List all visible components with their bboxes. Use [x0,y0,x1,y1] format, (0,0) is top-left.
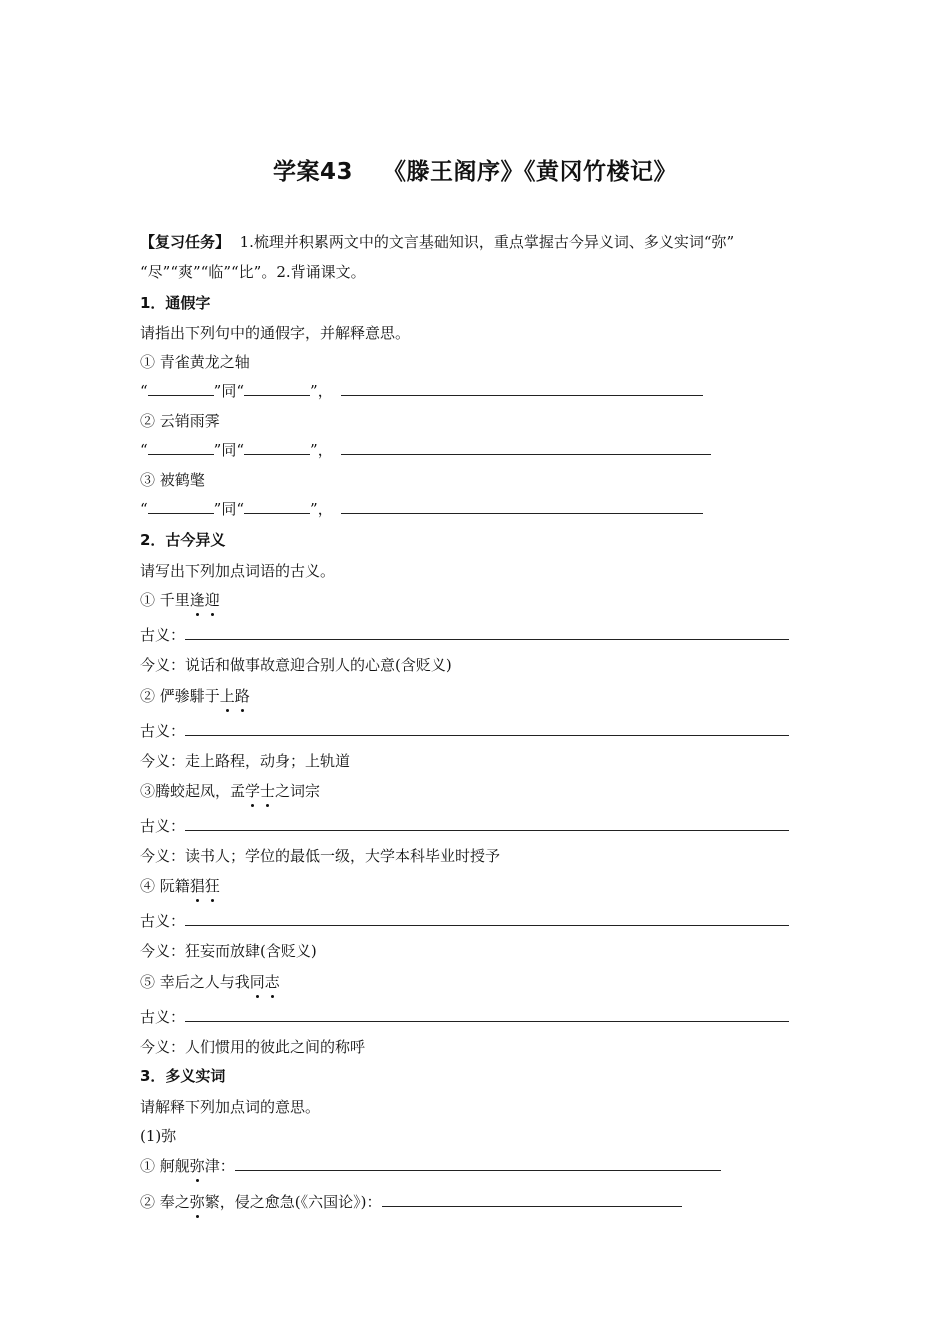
s1-orig-blank-2[interactable] [244,440,310,455]
dotted-char: 路 [234,687,250,705]
s3-answer-blank-1[interactable] [235,1156,721,1171]
review-task-text-1: 1.梳理并积累两文中的文言基础知识，重点掌握古今异义词、多义实词“弥” [239,233,735,251]
s2-item-1: ① 千里逢迎 [140,591,220,609]
s2-item-5: ⑤ 幸后之人与我同志 [140,973,280,991]
s3-answer-blank-2[interactable] [382,1192,682,1207]
s2-gu-row-1: 古义： [140,625,789,645]
s2-gu-blank-2[interactable] [185,721,789,736]
s2-jin-2: 今义：走上路程，动身；上轨道 [140,752,351,770]
s1-char-blank-1[interactable] [148,381,214,396]
s1-orig-blank-1[interactable] [244,381,310,396]
s2-jin-1: 今义：说话和做事故意迎合别人的心意(含贬义) [140,656,452,674]
s2-gu-blank-4[interactable] [185,911,789,926]
title-text-names: 《滕王阁序》《黄冈竹楼记》 [383,159,677,185]
s1-answer-row-3: “ ”同“ ”， [140,499,703,519]
s2-jin-5: 今义：人们惯用的彼此之间的称呼 [140,1038,366,1056]
dotted-char: 猖 [189,877,205,895]
s3-item-1: ① 舸舰弥津： [140,1156,721,1176]
s2-item-3: ③腾蛟起凤，孟学士之词宗 [140,782,321,800]
section-2-instruction: 请写出下列加点词语的古义。 [140,562,336,580]
section-3-instruction: 请解释下列加点词的意思。 [140,1098,321,1116]
dotted-char: 弥 [189,1193,205,1211]
section-2-heading: 2．古今异义 [140,531,226,549]
s1-item-3: ③ 被鹤氅 [140,471,205,489]
dotted-char: 同 [249,973,265,991]
s2-gu-blank-3[interactable] [185,816,789,831]
review-task-line-2 [140,262,366,282]
s3-item-2: ② 奉之弥繁，侵之愈急(《六国论》)： [140,1192,682,1212]
s2-gu-row-2: 古义： [140,721,789,741]
title-lesson-number: 学案43 [272,159,353,185]
s1-char-blank-3[interactable] [148,499,214,514]
s2-gu-blank-1[interactable] [185,625,789,640]
dotted-char: 逢 [189,591,205,609]
s1-orig-blank-3[interactable] [244,499,310,514]
s2-item-2: ② 俨骖騑于上路 [140,687,250,705]
s1-answer-row-2: “ ”同“ ”， [140,440,711,460]
review-task-text-2: “尽”“爽”“临”“比”。2.背诵课文。 [140,263,366,281]
review-task-label: 【复习任务】 [140,233,231,251]
s1-item-1: ① 青雀黄龙之轴 [140,353,250,371]
s1-char-blank-2[interactable] [148,440,214,455]
s2-gu-row-3: 古义： [140,816,789,836]
s3-sub-1: (1)弥 [140,1127,177,1145]
section-3-heading: 3．多义实词 [140,1067,226,1085]
section-1-heading: 1．通假字 [140,294,211,312]
s1-meaning-blank-2[interactable] [341,440,711,455]
s2-gu-blank-5[interactable] [185,1007,789,1022]
dotted-char: 迎 [204,591,220,609]
s1-meaning-blank-1[interactable] [341,381,703,396]
s1-answer-row-1: “ ”同“ ”， [140,381,703,401]
s2-jin-4: 今义：狂妄而放肆(含贬义) [140,942,317,960]
s2-gu-row-5: 古义： [140,1007,789,1027]
dotted-char: 狂 [204,877,220,895]
dotted-char: 士 [260,782,276,800]
dotted-char: 上 [219,687,235,705]
s2-item-4: ④ 阮籍猖狂 [140,877,220,895]
dotted-char: 志 [264,973,280,991]
s2-gu-row-4: 古义： [140,911,789,931]
dotted-char: 学 [245,782,261,800]
section-1-instruction: 请指出下列句中的通假字，并解释意思。 [140,324,411,342]
dotted-char: 弥 [189,1157,205,1175]
s1-item-2: ② 云销雨霁 [140,412,220,430]
s2-jin-3: 今义：读书人；学位的最低一级，大学本科毕业时授予 [140,847,501,865]
s1-meaning-blank-3[interactable] [341,499,703,514]
page-title [0,153,950,186]
review-task-line-1 [140,232,734,252]
